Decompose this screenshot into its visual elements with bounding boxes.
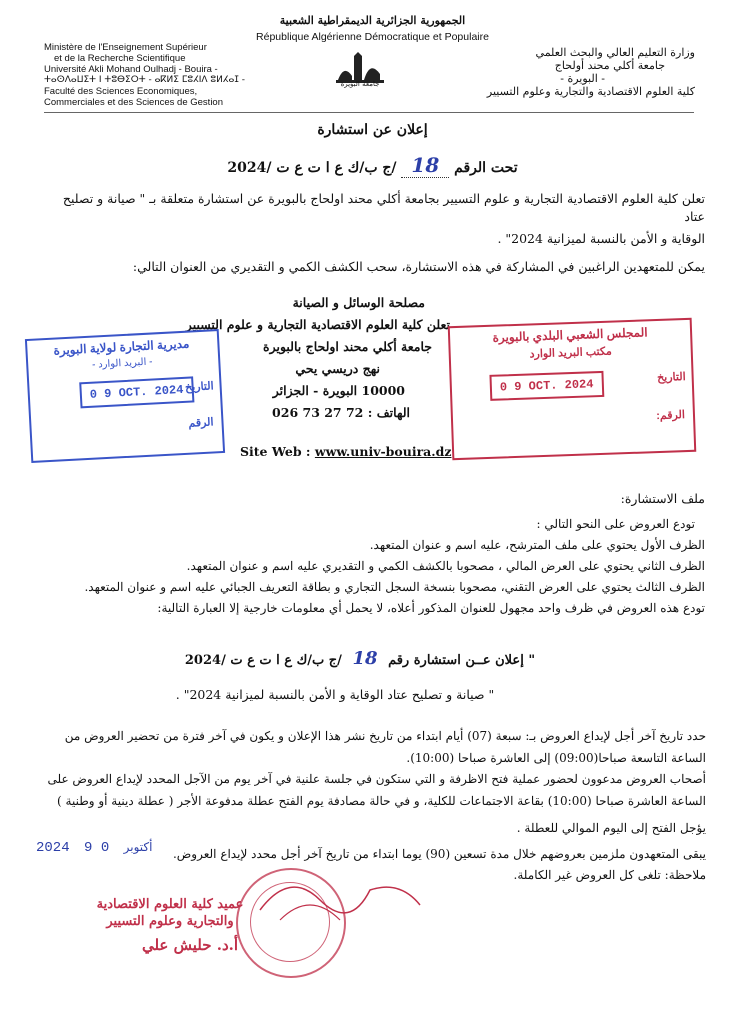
header-ar-republic: الجمهورية الجزائرية الديمقراطية الشعبية [279,14,466,27]
deadline-line: الساعة التاسعة صباحا(09:00) إلى العاشرة صباحا (10:00). [406,750,706,765]
quote-suffix: /ج ب/ك ع ا ت ع ت /2024 [184,653,342,668]
file-heading: ملف الاستشارة: [620,491,705,506]
ar-faculty: كلية العلوم الاقتصادية والتجارية وعلوم التسيير [486,85,695,98]
fr-faculty-2: Commerciales et des Sciences de Gestion [44,97,223,108]
fr-ministry-1: Ministère de l'Enseignement Supérieur [44,42,207,53]
deadline-line: الساعة العاشرة صباحا (10:00) بقاعة الاجتماعات للكلية، و في حالة مصادفة يوم الفتح عطلة مدفوعة الأجر ( عطلة دينية أو وطنية ) [57,793,706,808]
file-lines [40,514,705,619]
incoming-stamp-blue [25,329,225,463]
ar-university: جامعة أكلي محند أولحاج [554,59,665,72]
ref-prefix: تحت الرقم [454,160,518,176]
red-stamp-subtitle: مكتب البريد الوارد [529,345,613,361]
dean-line-1: عميد كلية العلوم الاقتصادية [96,897,244,912]
sig-date-zero: 0 [100,840,110,856]
sig-date-day: 9 [84,840,93,856]
ref-suffix: /ج ب/ك ع ا ت ع ت /2024 [227,160,397,176]
blue-stamp-number-label: الرقم [188,416,214,430]
phone-label: الهاتف : [367,405,410,420]
red-stamp-date-label: التاريخ [656,371,686,385]
deadline-line: يبقى المتعهدون ملزمين بعروضهم خلال مدة تسعين (90) يوما ابتداء من تاريخ آخر أجل محدد لإيداع العروض. [172,846,706,861]
blue-stamp-title: مديرية التجارة لولاية البويرة [53,336,190,358]
deadline-line: أصحاب العروض مدعوون لحضور عملية فتح الاظرفة و التي ستكون في جلسة علنية في آخر يوم من الآجل المحدد لإيداع العروض على [47,772,706,786]
tifinagh-line: ⵜⴰⵙⴷⴰⵡⵉⵜ ⵏ ⵜⵓⴱⵉⵔⵜ - ⴰⴽⵍⵉ ⵎⵓⵃⵏⴷ ⵓⵍⵃⴰⵊ - [44,75,245,85]
deadline-line: ملاحظة: تلغى كل العروض غير الكاملة. [513,868,706,882]
dean-line-2: والتجارية وعلوم التسيير [106,914,234,929]
file-line: تودع هذه العروض في ظرف واحد مجهول للعنوان المذكور أعلاه، لا يحمل أي معلومات خارجية إلا العبارة التالية: [157,601,705,615]
dean-name: أ.د. حليش علي [141,936,239,954]
quote-number: 18 [352,648,378,669]
address-line: تعلن كلية العلوم الاقتصادية التجارية و علوم التسيير [185,317,450,332]
blue-stamp-subtitle: - البريد الوارد - [91,356,153,371]
blue-stamp-date-label: التاريخ [184,380,214,394]
signature-date [36,840,236,856]
blue-stamp-date: 0 9 OCT. 2024 [79,376,194,408]
address-line: مصلحة الوسائل و الصيانة [292,295,425,310]
quote-prefix: " إعلان عــن استشارة رقم [388,653,536,668]
quote-line-1 [140,648,580,669]
file-line: تودع العروض على النحو التالي : [536,517,695,531]
fr-university: Université Akli Mohand Oulhadj - Bouira - [44,64,218,75]
red-stamp-title: المجلس الشعبي البلدي بالبويرة [492,325,648,345]
site-line [240,444,470,459]
phone-line [215,402,450,424]
deadline-line: حدد تاريخ آخر أجل لإيداع العروض بـ: سبعة (07) أيام ابتداء من تاريخ نشر هذا الإعلان و يكون في آخر فترة من تحضير العروض من [64,729,706,743]
quote-line-2: " صيانة و تصليح عتاد الوقاية و الأمن بالنسبة لميزانية 2024" . [175,687,495,702]
intro-line-1: تعلن كلية العلوم الاقتصادية التجارية و علوم التسيير بجامعة أكلي محند اولحاج بالبويرة عن استشارة متعلقة بـ " صيانة و تصليح عتاد [62,191,705,224]
address-line: 10000 البويرة - الجزائر [272,383,405,398]
header-divider [44,112,694,113]
ar-city: - البويرة - [560,72,605,85]
incoming-stamp-red [448,318,697,460]
notice-title: إعلان عن استشارة [317,122,428,138]
header-ar-block [440,46,695,98]
ref-number: 18 [401,153,449,178]
ar-ministry: وزارة التعليم العالي والبحث العلمي [535,46,695,59]
notice-ref [160,153,585,177]
red-stamp-number-label: الرقم: [656,409,686,423]
logo-caption: جامعة البويرة [340,80,380,88]
intro-line-2: الوقاية و الأمن بالنسبة لميزانية 2024" . [497,231,705,246]
phone-value: 026 73 27 72 [272,405,364,420]
sig-date-month: أكتوبر [123,840,153,854]
file-line: الظرف الثالث يحتوي على العرض التقني، مصحوبا بنسخة السجل التجاري و بطاقة التعريف الجبائي عليه اسم و عنوان المتعهد. [84,580,705,594]
site-link[interactable]: www.univ-bouira.dz [314,444,452,459]
withdraw-line: يمكن للمتعهدين الراغبين في المشاركة في هذه الاستشارة، سحب الكشف الكمي و التقديري من العنوان التالي: [132,259,705,274]
header-fr-republic: République Algérienne Démocratique et Populaire [256,31,489,43]
deadline-line: يؤجل الفتح إلى اليوم الموالي للعطلة . [516,821,706,835]
red-stamp-date: 0 9 OCT. 2024 [489,371,603,401]
university-logo [330,46,390,92]
site-label: Site Web : [240,444,311,459]
file-line: الظرف الأول يحتوي على ملف المترشح، عليه اسم و عنوان المتعهد. [369,538,705,552]
address-line: نهج دريسي يحي [295,361,380,376]
header-fr-block [44,42,294,108]
file-line: الظرف الثاني يحتوي على العرض المالي ، مصحوبا بالكشف الكمي و التقديري عليه اسم و عنوان المتعهد. [186,559,705,573]
intro-paragraph [40,190,705,248]
fr-faculty-1: Faculté des Sciences Economiques, [44,86,198,97]
fr-ministry-2: et de la Recherche Scientifique [54,53,186,64]
address-line: جامعة أكلي محند اولحاج بالبويرة [263,339,432,354]
handwritten-signature-icon [250,850,430,940]
sig-date-year: 2024 [36,840,70,856]
